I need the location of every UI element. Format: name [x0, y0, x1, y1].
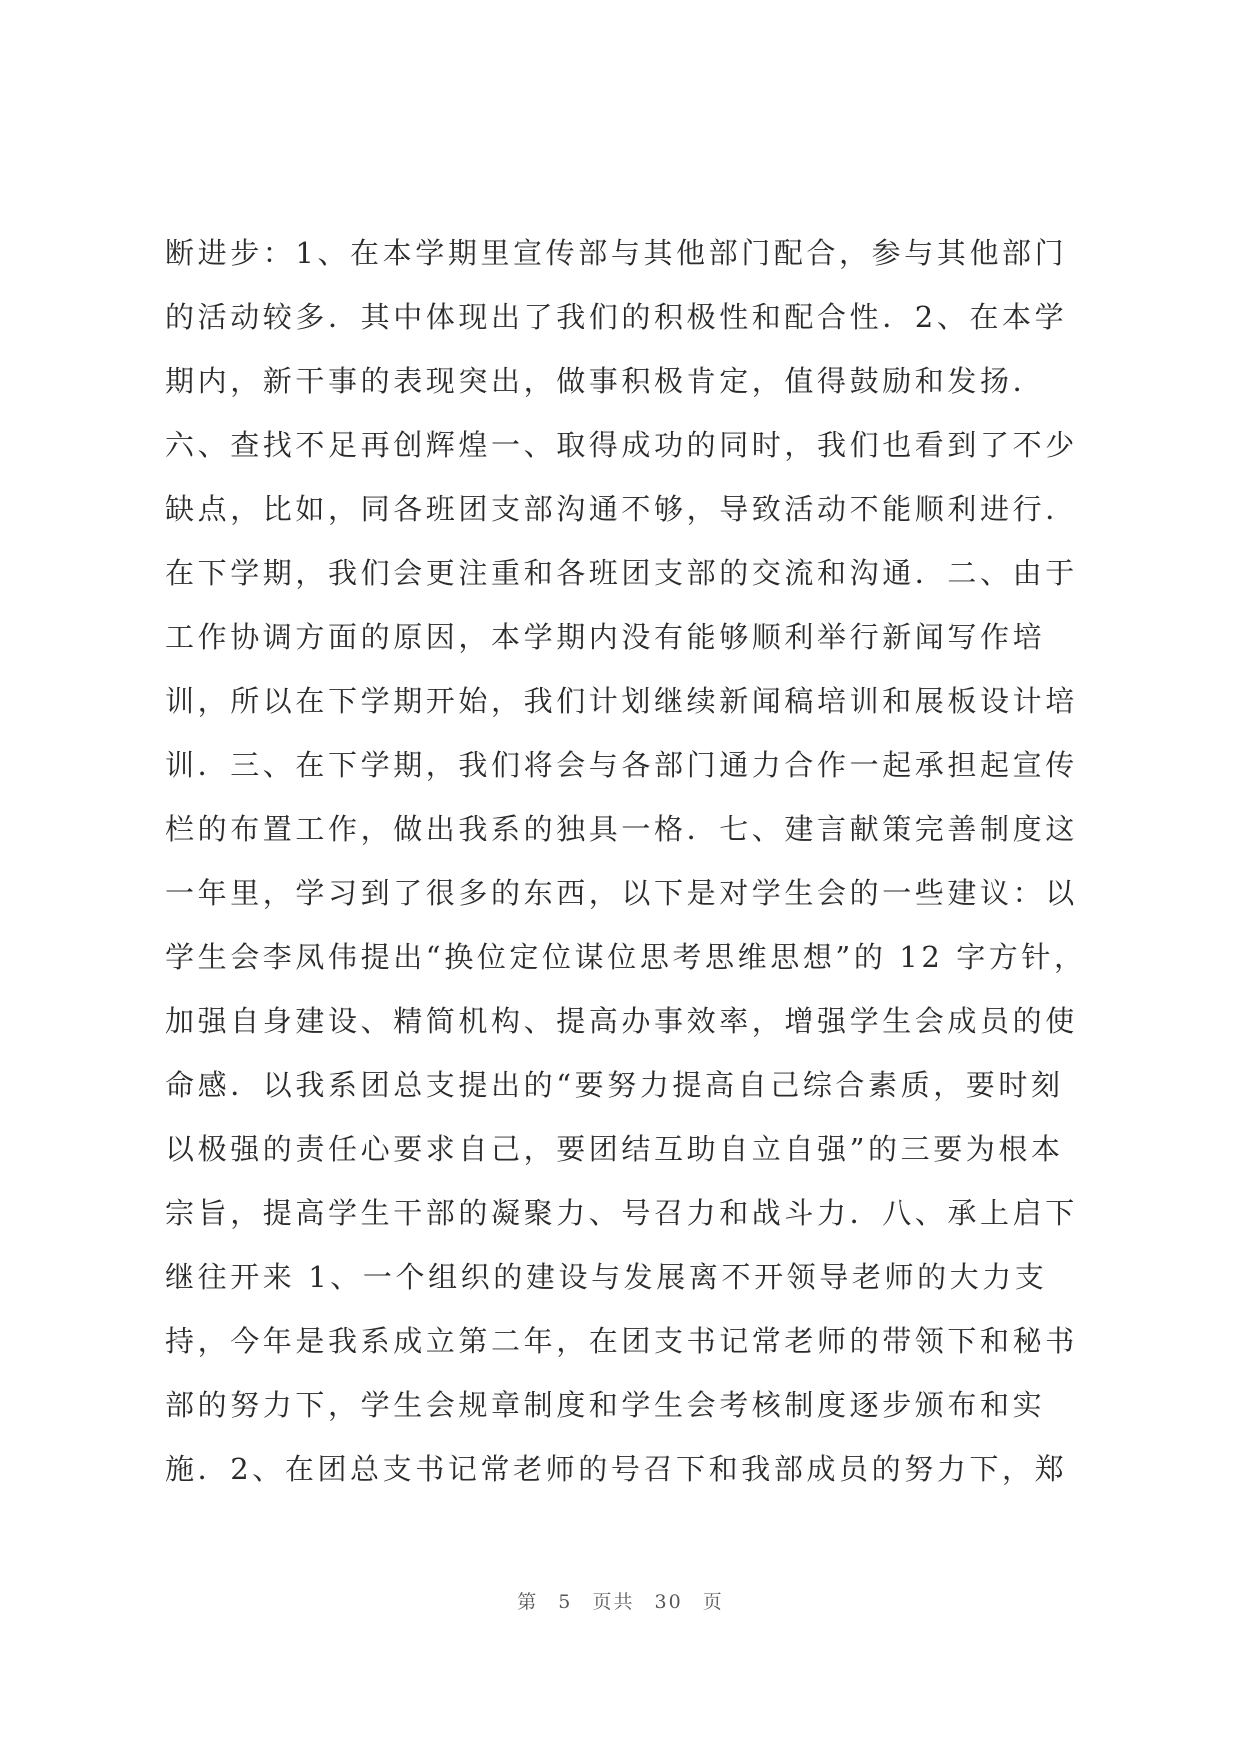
footer-prefix: 第 [517, 1591, 539, 1613]
text-line: 在下学期，我们会更注重和各班团支部的交流和沟通．二、由于 [165, 556, 1078, 590]
text-line: 施．2、在团总支书记常老师的号召下和我部成员的努力下，郑 [165, 1452, 1068, 1486]
text-line: 命感．以我系团总支提出的“要努力提高自己综合素质，要时刻 [165, 1068, 1064, 1102]
page-footer [0, 1587, 1241, 1614]
text-line: 继往开来 1、一个组织的建设与发展离不开领导老师的大力支 [165, 1260, 1048, 1294]
total-page-count: 30 [654, 1591, 683, 1613]
text-line: 期内，新干事的表现突出，做事积极肯定，值得鼓励和发扬． [165, 364, 1046, 398]
text-line: 训，所以在下学期开始，我们计划继续新闻稿培训和展板设计培 [165, 684, 1078, 718]
text-line: 加强自身建设、精简机构、提高办事效率，增强学生会成员的使 [165, 1004, 1078, 1038]
current-page-number: 5 [558, 1591, 573, 1613]
body-text [165, 221, 1095, 1501]
text-line: 的活动较多．其中体现出了我们的积极性和配合性．2、在本学 [165, 300, 1068, 334]
text-line: 一年里，学习到了很多的东西，以下是对学生会的一些建议：以 [165, 876, 1078, 910]
footer-middle: 页共 [592, 1591, 635, 1613]
text-line: 工作协调方面的原因，本学期内没有能够顺利举行新闻写作培 [165, 620, 1046, 654]
text-line: 学生会李凤伟提出“换位定位谋位思考思维思想”的 12 字方针， [165, 940, 1087, 974]
text-line: 部的努力下，学生会规章制度和学生会考核制度逐步颁布和实 [165, 1388, 1046, 1422]
text-line: 持，今年是我系成立第二年，在团支书记常老师的带领下和秘书 [165, 1324, 1078, 1358]
text-line: 栏的布置工作，做出我系的独具一格．七、建言献策完善制度这 [165, 812, 1078, 846]
footer-suffix: 页 [702, 1591, 724, 1613]
text-line: 断进步：1、在本学期里宣传部与其他部门配合，参与其他部门 [165, 236, 1068, 270]
text-line: 六、查找不足再创辉煌一、取得成功的同时，我们也看到了不少 [165, 428, 1078, 462]
text-line: 缺点，比如，同各班团支部沟通不够，导致活动不能顺利进行． [165, 492, 1078, 526]
text-line: 宗旨，提高学生干部的凝聚力、号召力和战斗力．八、承上启下 [165, 1196, 1078, 1230]
text-line: 以极强的责任心要求自己，要团结互助自立自强”的三要为根本 [165, 1132, 1064, 1166]
text-line: 训．三、在下学期，我们将会与各部门通力合作一起承担起宣传 [165, 748, 1078, 782]
